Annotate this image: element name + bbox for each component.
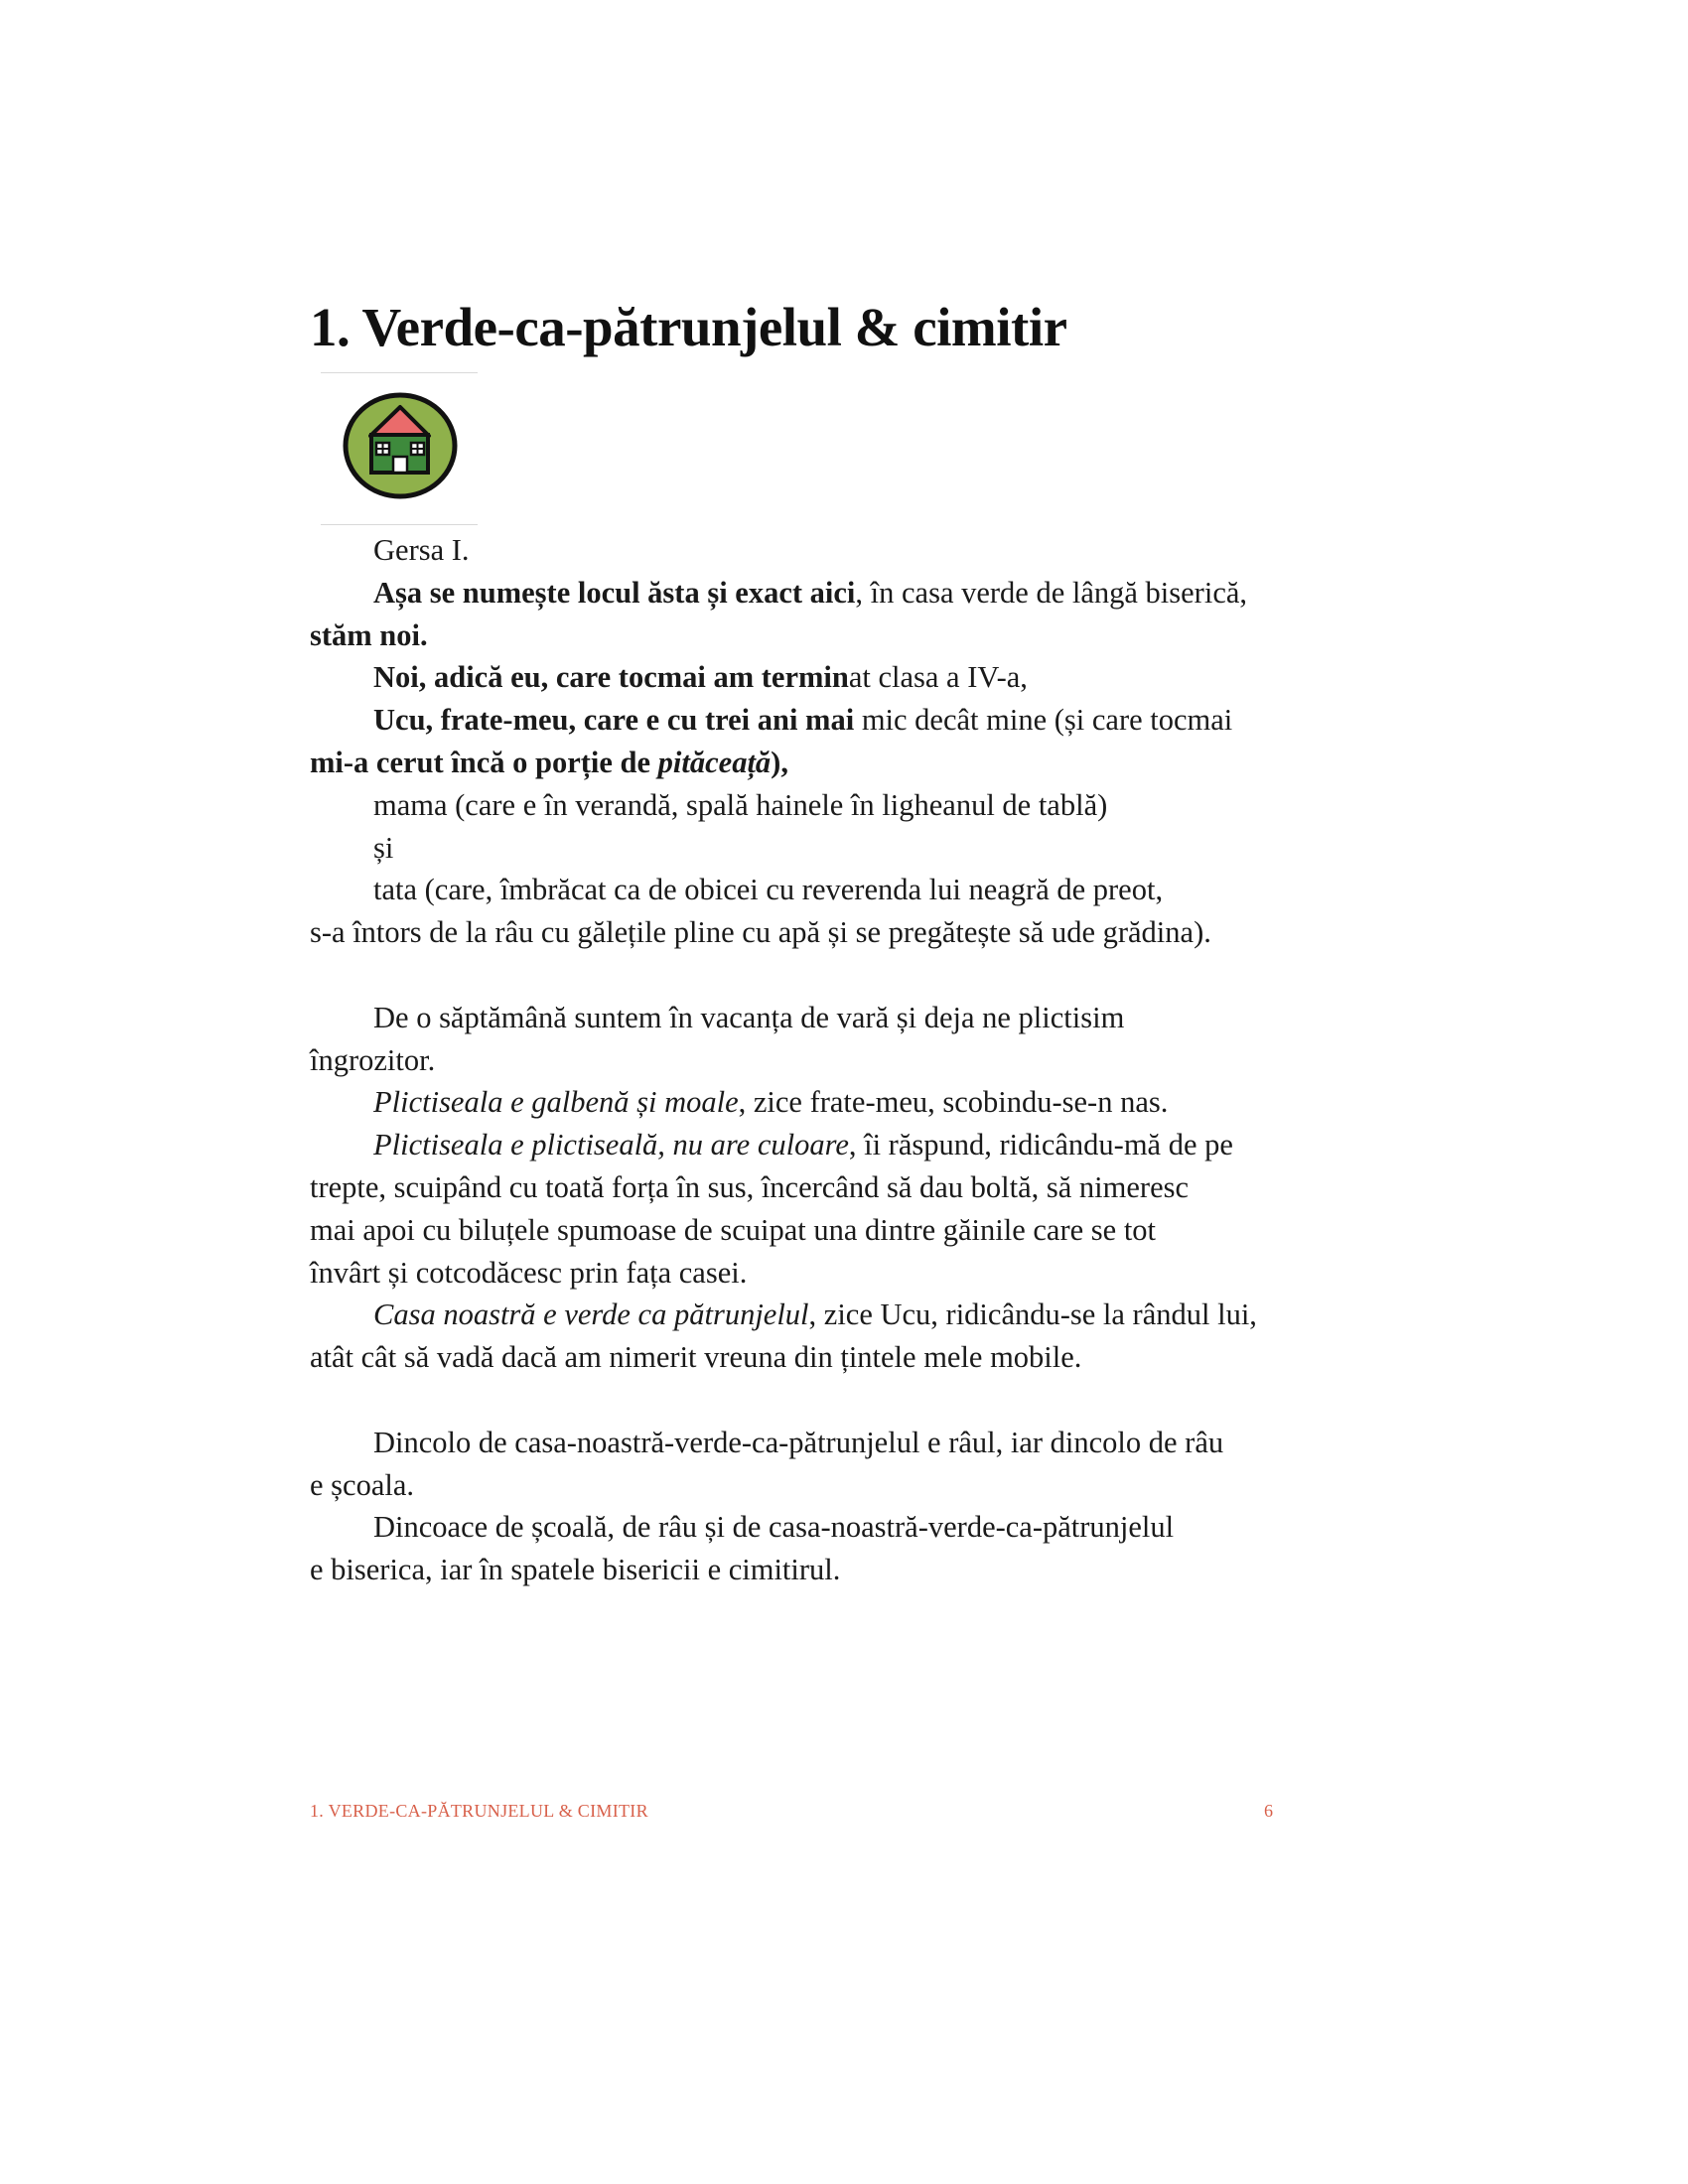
paragraph-line: Casa noastră e verde ca pătrunjelul, zice Ucu, ridicându-se la rândul lui, bbox=[373, 1297, 1257, 1332]
paragraph-line: și bbox=[373, 830, 394, 865]
paragraph-line: s-a întors de la râu cu gălețile pline cu apă și se pregătește să ude grădina). bbox=[310, 915, 1211, 950]
paragraph-line: atât cât să vadă dacă am nimerit vreuna din țintele mele mobile. bbox=[310, 1340, 1082, 1375]
running-footer-title: 1. VERDE-CA-PĂTRUNJELUL & CIMITIR bbox=[310, 1801, 648, 1821]
paragraph-line: tata (care, îmbrăcat ca de obicei cu reverenda lui neagră de preot, bbox=[373, 873, 1164, 907]
divider-bottom bbox=[321, 524, 478, 525]
page-number: 6 bbox=[1264, 1801, 1273, 1821]
paragraph-line: Ucu, frate-meu, care e cu trei ani mai mic decât mine (și care tocmai bbox=[373, 703, 1233, 738]
paragraph-line: Dincolo de casa-noastră-verde-ca-pătrunjelul e râul, iar dincolo de râu bbox=[373, 1425, 1224, 1459]
paragraph-line: învârt și cotcodăcesc prin fața casei. bbox=[310, 1255, 748, 1290]
paragraph-line: Dincoace de școală, de râu și de casa-noastră-verde-ca-pătrunjelul bbox=[373, 1510, 1175, 1545]
paragraph-line: mai apoi cu biluțele spumoase de scuipat una dintre găinile care se tot bbox=[310, 1212, 1157, 1247]
paragraph-line: stăm noi. bbox=[310, 617, 428, 652]
divider-top bbox=[321, 372, 478, 373]
paragraph-line: trepte, scuipând cu toată forța în sus, încercând să dau boltă, să nimeresc bbox=[310, 1169, 1190, 1204]
paragraph-line: Plictiseala e plictiseală, nu are culoare, îi răspund, ridicându-mă de pe bbox=[373, 1128, 1233, 1162]
paragraph-line: Așa se numește locul ăsta și exact aici, în casa verde de lângă biserică, bbox=[373, 575, 1248, 610]
paragraph-gap bbox=[310, 1379, 1269, 1422]
chapter-title: 1. Verde-ca-pătrunjelul & cimitir bbox=[310, 297, 1067, 357]
paragraph-line: e biserica, iar în spatele bisericii e cimitirul. bbox=[310, 1553, 841, 1587]
paragraph-line: Noi, adică eu, care tocmai am terminat clasa a IV-a, bbox=[373, 660, 1028, 695]
house-icon bbox=[341, 391, 460, 500]
paragraph-line: îngrozitor. bbox=[310, 1042, 436, 1077]
paragraph-line: e școala. bbox=[310, 1467, 414, 1502]
section-heading: Gersa I. bbox=[373, 533, 470, 567]
paragraph-gap bbox=[310, 954, 1269, 997]
paragraph-line: mama (care e în verandă, spală hainele în ligheanul de tablă) bbox=[373, 787, 1108, 822]
paragraph-line: mi-a cerut încă o porție de pităceață), bbox=[310, 745, 788, 779]
chapter-body bbox=[310, 529, 1269, 1591]
paragraph-line: De o săptămână suntem în vacanța de vară și deja ne plictisim bbox=[373, 1000, 1125, 1034]
paragraph-line: Plictiseala e galbenă și moale, zice frate-meu, scobindu-se-n nas. bbox=[373, 1085, 1169, 1120]
